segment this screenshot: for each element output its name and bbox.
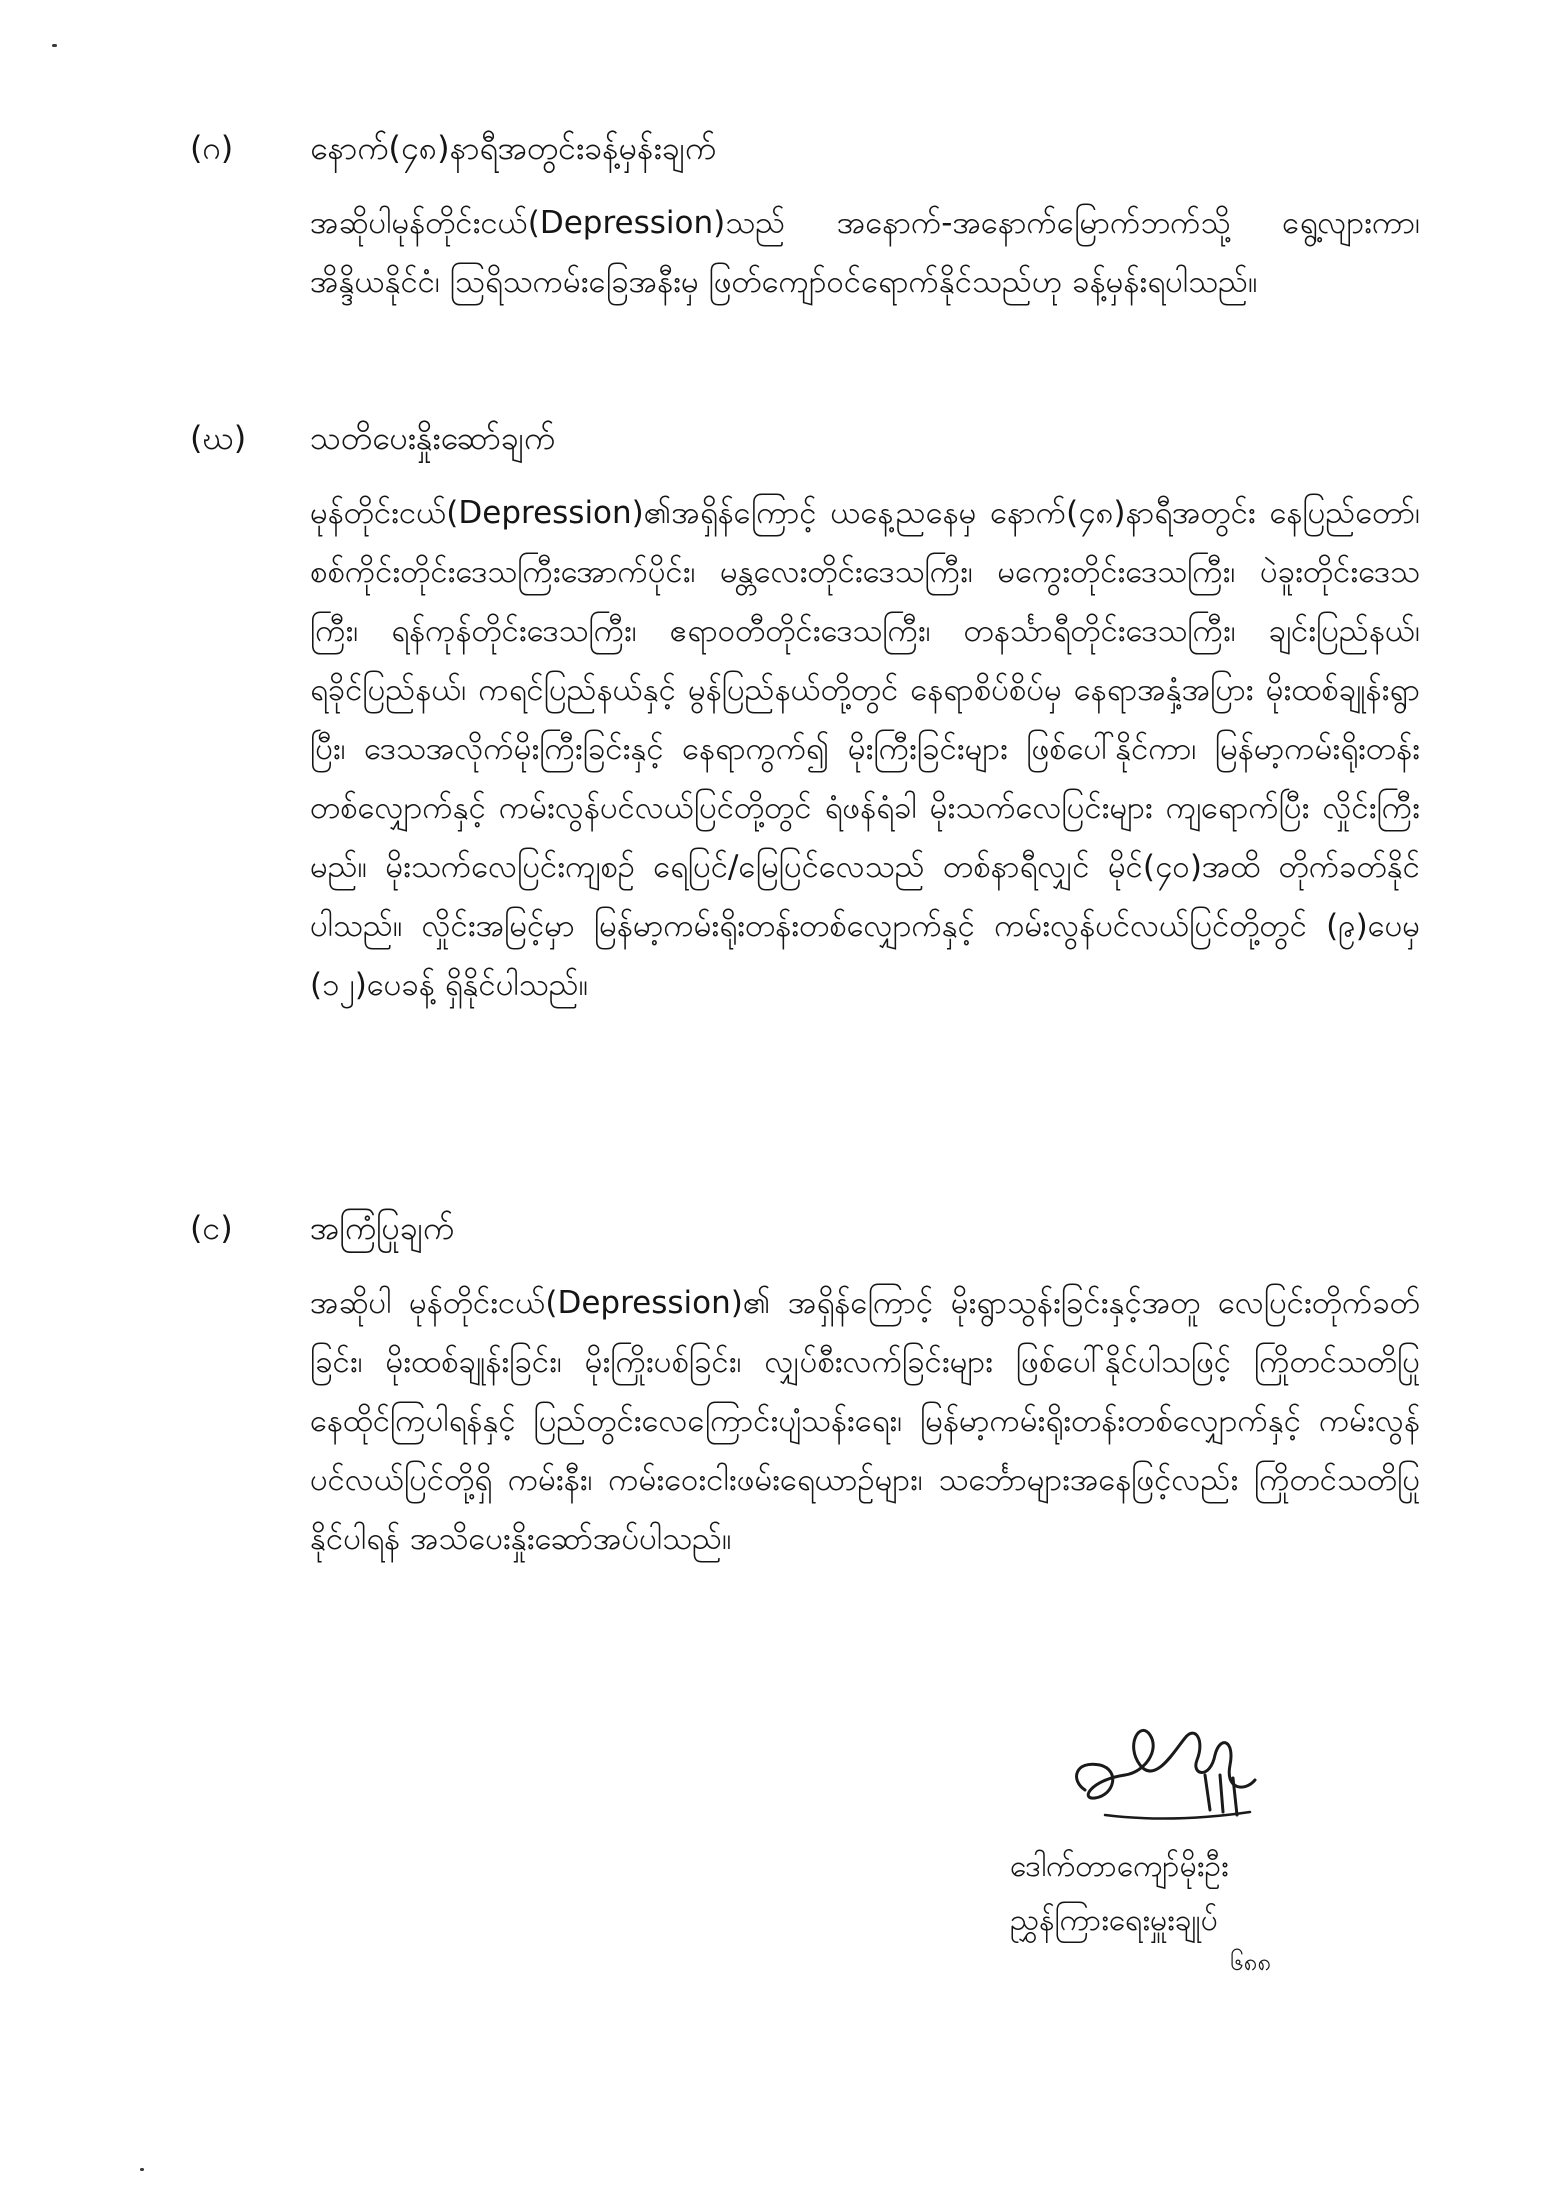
section-title: နောက်(၄၈)နာရီအတွင်းခန့်မှန်းချက် bbox=[310, 129, 717, 167]
section-body: မုန်တိုင်းငယ်(Depression)၏အရှိန်ကြောင့် ယနေ့ညနေမှ နောက်(၄၈)နာရီအတွင်း နေပြည်တော်၊ စစ်ကိုင်းတိုင်းဒေသကြီးအောက်ပိုင်း၊ မန္တလေးတိုင်းဒေသကြီး၊ မကွေးတိုင်းဒေသကြီး၊ ပဲခူးတိုင်းဒေသကြီး၊ ရန်ကုန်တိုင်းဒေသကြီး၊ ဧရာဝတီတိုင်းဒေသကြီး၊ တနင်္သာရီတိုင်းဒေသကြီး၊ ချင်းပြည်နယ်၊ ရခိုင်ပြည်နယ်၊ ကရင်ပြည်နယ်နှင့် မွန်ပြည်နယ်တို့တွင် နေရာစိပ်စိပ်မှ နေရာအနှံ့အပြား မိုးထစ်ချုန်းရွာပြီး၊ ဒေသအလိုက်မိုးကြီးခြင်းနှင့် နေရာကွက်၍ မိုးကြီးခြင်းများ ဖြစ်ပေါ်နိုင်ကာ၊ မြန်မာ့ကမ်းရိုးတန်းတစ်လျှောက်နှင့် ကမ်းလွန်ပင်လယ်ပြင်တို့တွင် ရံဖန်ရံခါ မိုးသက်လေပြင်းများ ကျရောက်ပြီး လှိုင်းကြီးမည်။ မိုးသက်လေပြင်းကျစဉ် ရေပြင်/မြေပြင်လေသည် တစ်နာရီလျှင် မိုင်(၄၀)အထိ တိုက်ခတ်နိုင်ပါသည်။ လှိုင်းအမြင့်မှာ မြန်မာ့ကမ်းရိုးတန်းတစ်လျှောက်နှင့် ကမ်းလွန်ပင်လယ်ပြင်တို့တွင် (၉)ပေမှ (၁၂)ပေခန့် ရှိနိုင်ပါသည်။ bbox=[310, 495, 1420, 1003]
scan-speck-top bbox=[52, 44, 57, 47]
section-marker: (င) bbox=[190, 1209, 233, 1247]
signatory-title: ညွှန်ကြားရေးမှူးချုပ် bbox=[1010, 1903, 1218, 1938]
section-marker: (ဂ) bbox=[190, 129, 234, 167]
section-title: အကြံပြုချက် bbox=[310, 1209, 455, 1247]
scan-speck-bottom bbox=[140, 2168, 144, 2171]
section-heading bbox=[190, 1198, 1430, 1258]
handwritten-signature bbox=[1065, 1720, 1275, 1840]
signatory-name: ဒေါက်တာကျော်မိုးဦး bbox=[1010, 1849, 1229, 1884]
section-marker: (ဃ) bbox=[190, 419, 247, 457]
section-forecast-48h bbox=[190, 118, 1430, 312]
signature-block bbox=[1010, 1720, 1370, 1976]
section-heading bbox=[190, 118, 1430, 178]
section-title: သတိပေးနှိုးဆော်ချက် bbox=[310, 419, 556, 457]
section-advice bbox=[190, 1198, 1430, 1569]
section-body: အဆိုပါ မုန်တိုင်းငယ်(Depression)၏ အရှိန်ကြောင့် မိုးရွာသွန်းခြင်းနှင့်အတူ လေပြင်းတိုက်ခတ်ခြင်း၊ မိုးထစ်ချုန်းခြင်း၊ မိုးကြိုးပစ်ခြင်း၊ လျှပ်စီးလက်ခြင်းများ ဖြစ်ပေါ်နိုင်ပါသဖြင့် ကြိုတင်သတိပြုနေထိုင်ကြပါရန်နှင့် ပြည်တွင်းလေကြောင်းပျံသန်းရေး၊ မြန်မာ့ကမ်းရိုးတန်းတစ်လျှောက်နှင့် ကမ်းလွန်ပင်လယ်ပြင်တို့ရှိ ကမ်းနီး၊ ကမ်းဝေးငါးဖမ်းရေယာဉ်များ၊ သင်္ဘောများအနေဖြင့်လည်း ကြိုတင်သတိပြုနိုင်ပါရန် အသိပေးနှိုးဆော်အပ်ပါသည်။ bbox=[310, 1285, 1420, 1557]
section-body: အဆိုပါမုန်တိုင်းငယ်(Depression)သည် အနောက်-အနောက်မြောက်ဘက်သို့ ရွေ့လျားကာ၊ အိန္ဒိယနိုင်ငံ၊ ဩရိသကမ်းခြေအနီးမှ ဖြတ်ကျော်ဝင်ရောက်နိုင်သည်ဟု ခန့်မှန်းရပါသည်။ bbox=[310, 205, 1420, 300]
signature-date: ၆၈၈ bbox=[1230, 1948, 1271, 1976]
section-warning bbox=[190, 408, 1430, 1015]
section-heading bbox=[190, 408, 1430, 468]
